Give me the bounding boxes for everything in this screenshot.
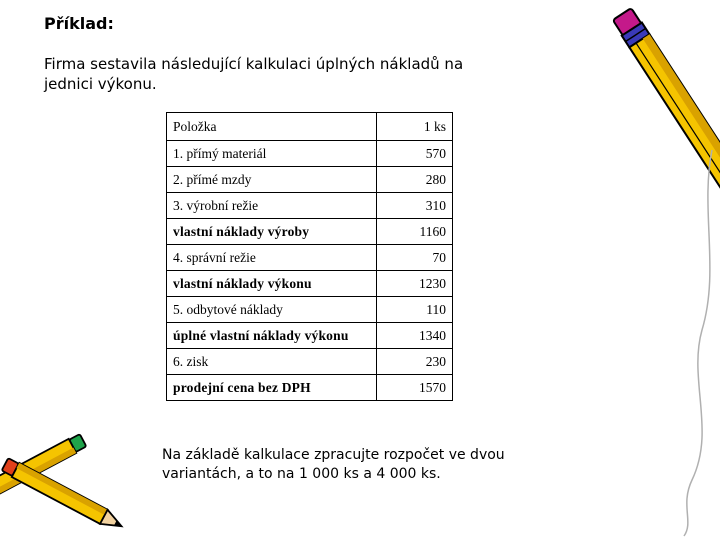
row-value: 70 <box>377 245 453 271</box>
row-value: 570 <box>377 141 453 167</box>
row-label: 2. přímé mzdy <box>167 167 377 193</box>
pencil-scribble <box>684 150 712 536</box>
row-label: 5. odbytové náklady <box>167 297 377 323</box>
row-value: 110 <box>377 297 453 323</box>
table-row <box>167 375 453 401</box>
row-value: 1160 <box>377 219 453 245</box>
row-value: 280 <box>377 167 453 193</box>
row-label: úplné vlastní náklady výkonu <box>167 323 377 349</box>
table-row <box>167 271 453 297</box>
row-label: 3. výrobní režie <box>167 193 377 219</box>
slide-title: Příklad: <box>44 14 114 33</box>
row-label: vlastní náklady výkonu <box>167 271 377 297</box>
row-value: 1340 <box>377 323 453 349</box>
column-header-item: Položka <box>167 113 377 141</box>
table-row <box>167 167 453 193</box>
calculation-table <box>166 112 453 401</box>
crossed-pencils-icon <box>0 430 150 540</box>
row-value: 1570 <box>377 375 453 401</box>
intro-text: Firma sestavila následující kalkulaci úplných nákladů na jednici výkonu. <box>44 55 464 93</box>
table-row <box>167 219 453 245</box>
pencil-body <box>629 34 720 190</box>
row-label: 6. zisk <box>167 349 377 375</box>
table-row <box>167 141 453 167</box>
column-header-quantity: 1 ks <box>377 113 453 141</box>
row-label: 1. přímý materiál <box>167 141 377 167</box>
row-label: 4. správní režie <box>167 245 377 271</box>
row-value: 1230 <box>377 271 453 297</box>
pencil-icon <box>596 0 720 540</box>
row-value: 230 <box>377 349 453 375</box>
table-row <box>167 193 453 219</box>
row-label: prodejní cena bez DPH <box>167 375 377 401</box>
table-header-row <box>167 113 453 141</box>
red-pencil <box>1 457 125 533</box>
table-row <box>167 297 453 323</box>
task-text: Na základě kalkulace zpracujte rozpočet ve dvou variantách, a to na 1 000 ks a 4 000 ks. <box>162 447 505 482</box>
table-row <box>167 323 453 349</box>
row-value: 310 <box>377 193 453 219</box>
table-row <box>167 245 453 271</box>
row-label: vlastní náklady výroby <box>167 219 377 245</box>
table-row <box>167 349 453 375</box>
